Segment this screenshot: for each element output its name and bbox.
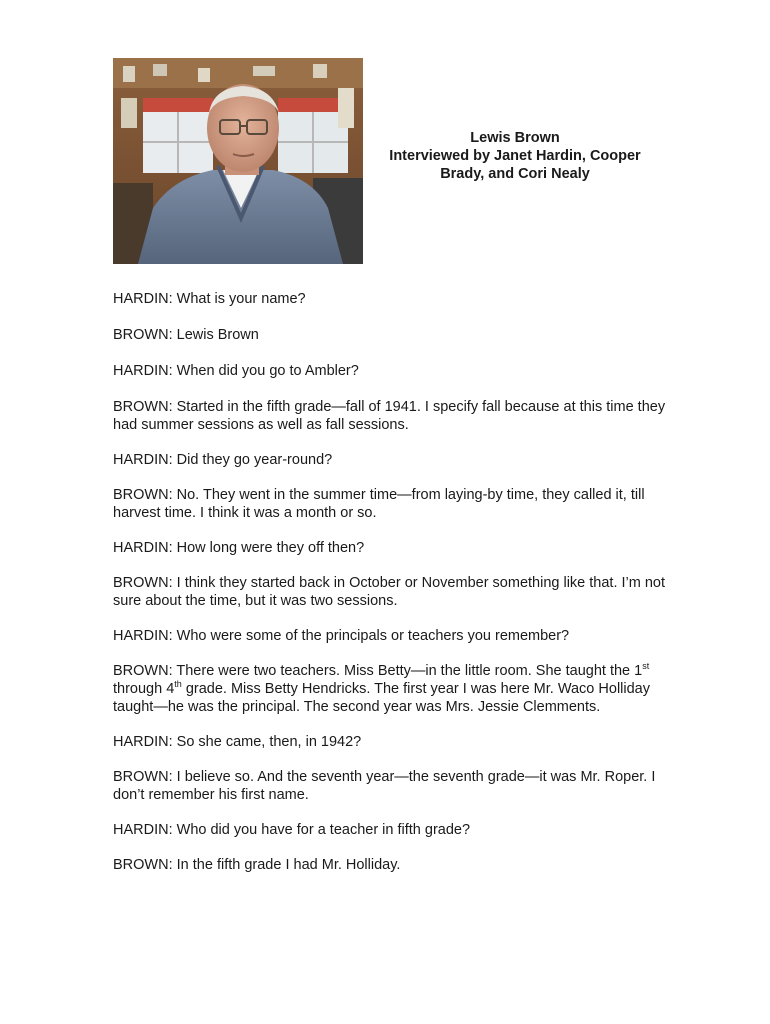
transcript-paragraph: HARDIN: Did they go year-round?: [113, 452, 333, 468]
interviewee-name: Lewis Brown: [470, 130, 560, 146]
paragraph-text: BROWN: There were two teachers. Miss Betty—in the little room. She taught the 1: [113, 663, 643, 679]
interviewee-photo: [113, 58, 363, 264]
transcript-paragraph-teachers: [113, 662, 673, 716]
interview-transcript: [113, 290, 673, 874]
transcript-paragraph: HARDIN: What is your name?: [113, 291, 306, 307]
transcript-paragraph: BROWN: In the fifth grade I had Mr. Holliday.: [113, 857, 401, 873]
transcript-paragraph: HARDIN: How long were they off then?: [113, 540, 365, 556]
transcript-paragraph: HARDIN: So she came, then, in 1942?: [113, 734, 362, 750]
interviewers-line-1: Interviewed by Janet Hardin, Cooper: [389, 148, 641, 164]
paragraph-text: grade. Miss Betty Hendricks. The first year I was here Mr. Waco Holliday taught—he was the principal. The second year was Mrs. Jessie Clemments.: [113, 681, 650, 715]
transcript-paragraph: BROWN: Started in the fifth grade—fall of 1941. I specify fall because at this time they had summer sessions as well as fall sessions.: [113, 399, 666, 433]
transcript-paragraph: BROWN: No. They went in the summer time—from laying-by time, they called it, till harvest time. I think it was a month or so.: [113, 487, 645, 521]
portrait-photo-icon: [113, 58, 363, 264]
transcript-paragraph: HARDIN: Who did you have for a teacher in fifth grade?: [113, 822, 471, 838]
transcript-paragraph: HARDIN: When did you go to Ambler?: [113, 363, 359, 379]
paragraph-text: through 4: [113, 681, 175, 697]
interviewers-line-2: Brady, and Cori Nealy: [440, 166, 590, 182]
transcript-paragraph: HARDIN: Who were some of the principals or teachers you remember?: [113, 628, 570, 644]
transcript-paragraph: BROWN: I think they started back in October or November something like that. I’m not sure about the time, but it was two sessions.: [113, 575, 666, 609]
superscript-st: st: [642, 661, 650, 672]
transcript-paragraph: BROWN: I believe so. And the seventh year—the seventh grade—it was Mr. Roper. I don’t remember his first name.: [113, 769, 656, 803]
superscript-th: th: [174, 679, 182, 690]
document-header: [370, 129, 660, 183]
transcript-paragraph: BROWN: Lewis Brown: [113, 327, 259, 343]
